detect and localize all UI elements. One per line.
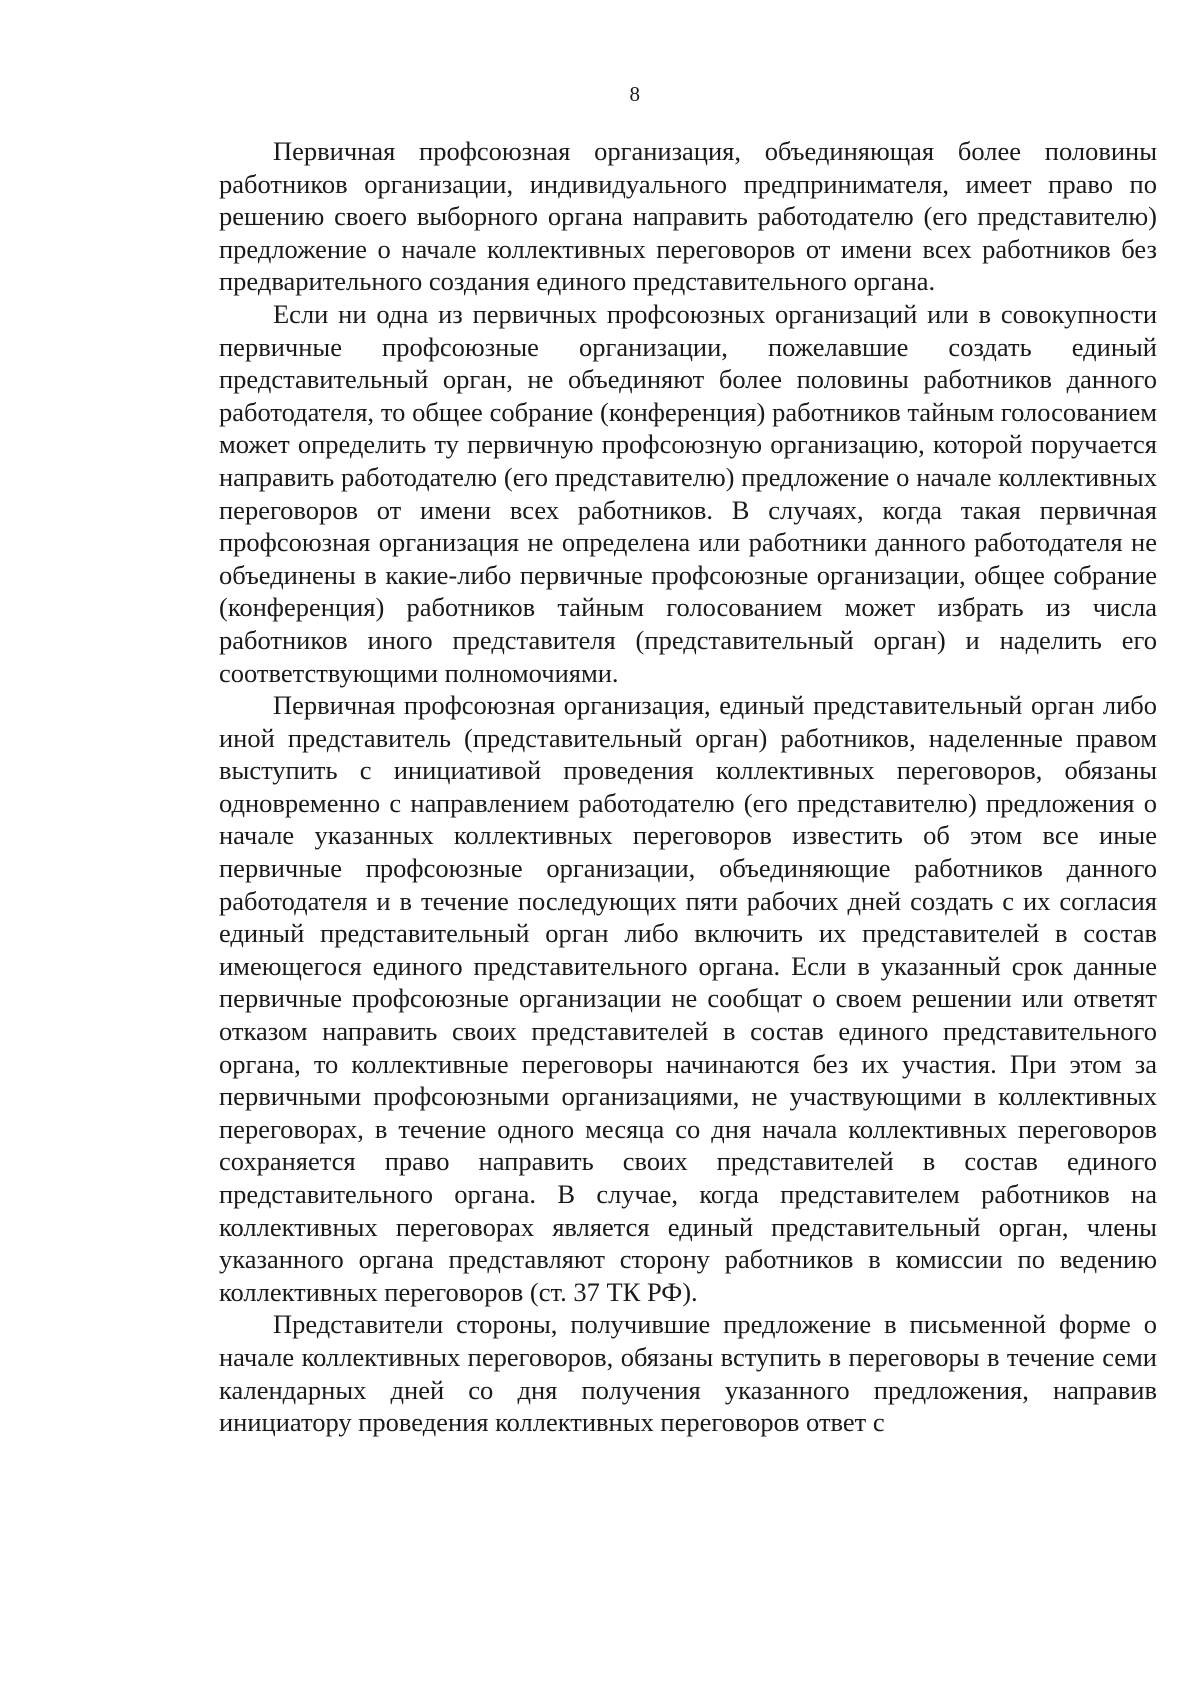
body-text — [219, 135, 1157, 1439]
paragraph: Первичная профсоюзная организация, объединяющая более половины работников организации, индивидуального предпринимателя, имеет право по решению своего выборного органа направить работодателю (его представителю) предложение о начале коллективных переговоров от имени всех работников без предварительного создания единого представительного органа. — [219, 136, 1157, 297]
paragraph: Первичная профсоюзная организация, единый представительный орган либо иной представитель (представительный орган) работников, наделенные правом выступить с инициативой проведения коллективных переговоров, обязаны одновременно с направлением работодателю (его представителю) предложения о начале указанных коллективных переговоров известить об этом все иные первичные профсоюзные организации, объединяющие работников данного работодателя и в течение последующих пяти рабочих дней создать с их согласия единый представительный орган либо включить их представителей в состав имеющегося единого представительного органа. Если в указанный срок данные первичные профсоюзные организации не сообщат о своем решении или ответят отказом направить своих представителей в состав единого представительного органа, то коллективные переговоры начинаются без их участия. При этом за первичными профсоюзными организациями, не участвующими в коллективных переговорах, в течение одного месяца со дня начала коллективных переговоров сохраняется право направить своих представителей в состав единого представительного органа. В случае, когда представителем работников на коллективных переговорах является единый представительный орган, члены указанного органа представляют сторону работников в комиссии по ведению коллективных переговоров (ст. 37 ТК РФ). — [219, 690, 1157, 1307]
page-number: 8 — [629, 82, 641, 106]
paragraph: Представители стороны, получившие предложение в письменной форме о начале коллективных переговоров, обязаны вступить в переговоры в течение семи календарных дней со дня получения указанного предложения, направив инициатору проведения коллективных переговоров ответ с — [219, 1309, 1157, 1438]
paragraph: Если ни одна из первичных профсоюзных организаций или в совокупности первичные профсоюзные организации, пожелавшие создать единый представительный орган, не объединяют более половины работников данного работодателя, то общее собрание (конференция) работников тайным голосованием может определить ту первичную профсоюзную организацию, которой поручается направить работодателю (его представителю) предложение о начале коллективных переговоров от имени всех работников. В случаях, когда такая первичная профсоюзная организация не определена или работники данного работодателя не объединены в какие-либо первичные профсоюзные организации, общее собрание (конференция) работников тайным голосованием может избрать из числа работников иного представителя (представительный орган) и наделить его соответствующими полномочиями. — [219, 298, 1157, 688]
